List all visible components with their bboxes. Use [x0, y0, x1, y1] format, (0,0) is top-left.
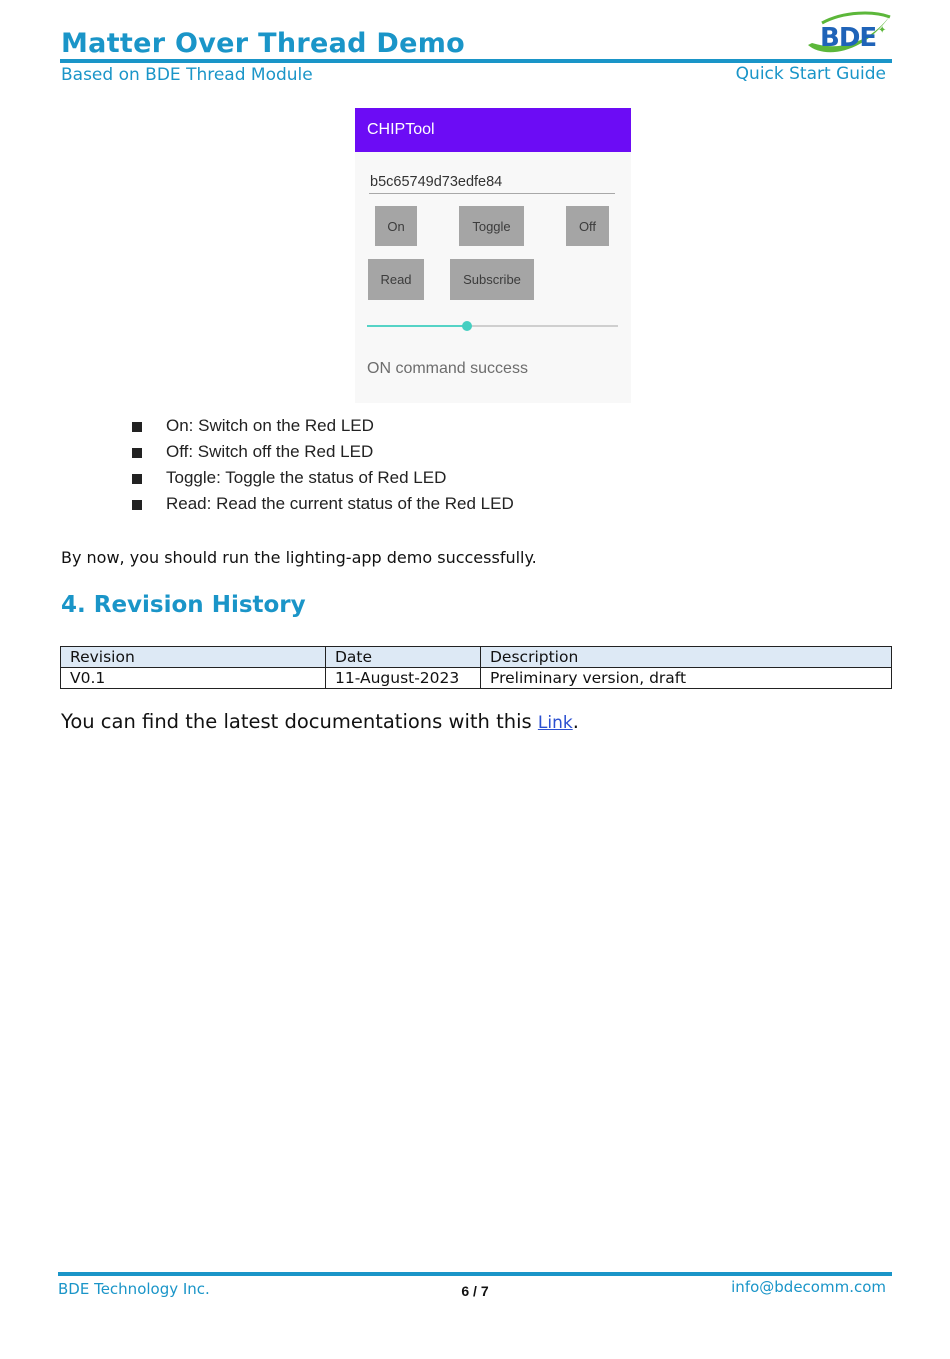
bullet-square-icon	[132, 500, 142, 510]
footer-rule	[58, 1272, 892, 1276]
on-button[interactable]: On	[375, 206, 417, 246]
bullet-square-icon	[132, 448, 142, 458]
header-rule	[60, 59, 892, 63]
slider-fill	[367, 325, 467, 327]
device-id-value: b5c65749d73edfe84	[370, 174, 503, 190]
table-cell: V0.1	[61, 668, 326, 689]
level-slider[interactable]	[367, 325, 618, 327]
section-heading: 4. Revision History	[61, 592, 306, 618]
table-header-cell: Description	[481, 647, 892, 668]
slider-thumb[interactable]	[462, 321, 472, 331]
table-header-cell: Date	[326, 647, 481, 668]
bullet-square-icon	[132, 474, 142, 484]
bullet-square-icon	[132, 422, 142, 432]
toggle-button[interactable]: Toggle	[459, 206, 524, 246]
footer-email: info@bdecomm.com	[731, 1278, 886, 1296]
table-row	[61, 668, 892, 689]
chiptool-screenshot	[355, 108, 631, 403]
app-bar	[355, 108, 631, 152]
svg-text:BDE: BDE	[820, 23, 877, 53]
subscribe-button[interactable]: Subscribe	[450, 259, 534, 300]
read-button[interactable]: Read	[368, 259, 424, 300]
guide-label: Quick Start Guide	[735, 64, 886, 84]
table-header-row	[61, 647, 892, 668]
off-button[interactable]: Off	[566, 206, 609, 246]
bde-logo	[804, 9, 896, 57]
table-cell: Preliminary version, draft	[481, 668, 892, 689]
documentation-line: You can find the latest documentations with this Link.	[61, 710, 579, 733]
revision-table	[60, 646, 892, 689]
footer-company: BDE Technology Inc.	[58, 1280, 210, 1298]
document-subtitle: Based on BDE Thread Module	[61, 65, 313, 85]
documentation-link[interactable]: Link	[537, 713, 573, 733]
status-message: ON command success	[367, 360, 528, 377]
summary-paragraph: By now, you should run the lighting-app demo successfully.	[61, 548, 537, 567]
document-title: Matter Over Thread Demo	[61, 28, 466, 59]
svg-text:✦: ✦	[878, 25, 887, 36]
app-title: CHIPTool	[367, 121, 435, 138]
table-cell: 11-August-2023	[326, 668, 481, 689]
page-number: 6 / 7	[461, 1283, 489, 1299]
table-header-cell: Revision	[61, 647, 326, 668]
device-id-field[interactable]	[369, 174, 615, 194]
